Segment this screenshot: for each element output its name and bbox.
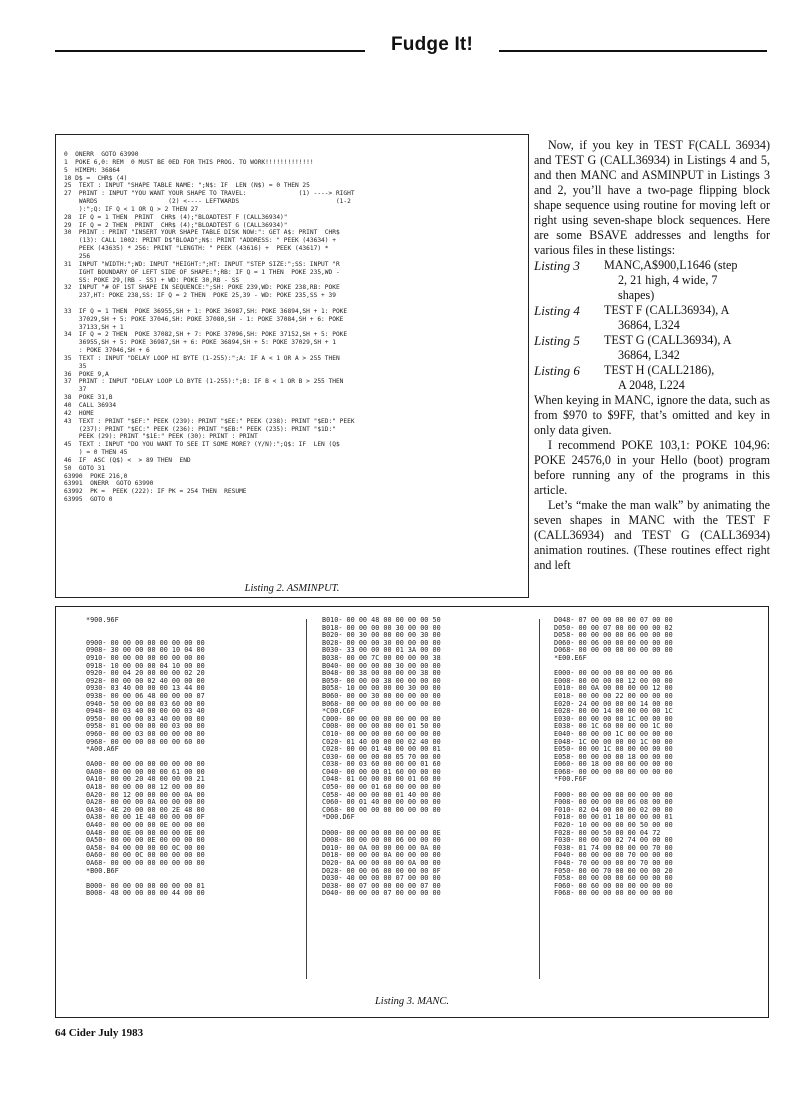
section-title: Fudge It! xyxy=(390,34,473,55)
listing-label: Listing 3 xyxy=(534,258,580,273)
listing-address-line: TEST F (CALL36934), A xyxy=(604,303,730,317)
listing-label: Listing 5 xyxy=(534,333,580,348)
article-paragraph-2: When keying in MANC, ignore the data, such as from $970 to $9FF, that’s omitted and key in only data given. xyxy=(534,393,770,437)
listing-address-line: 2, 21 high, 4 wide, 7 xyxy=(618,273,718,287)
page-footer xyxy=(55,1027,143,1039)
listing-address-line: 36864, L342 xyxy=(618,348,680,362)
page-number: 64 xyxy=(55,1027,66,1039)
issue-date: July 1983 xyxy=(98,1027,144,1039)
article-paragraph-4: Let’s “make the man walk” by animating the seven shapes in MANC with the TEST F (CALL36934) and TEST G (CALL36934) animation routines. (These routines effect right and left xyxy=(534,498,770,572)
listing-3-column-1: *900.96F 0900- 00 00 00 00 00 00 00 00 0908- 30 00 00 00 00 10 04 00 0910- 00 00 00 00 00 00 00 00 0918- 10 00 00 00 04 10 00 00 0920- 00 04 20 00 00 00 02 20 0928- 00 00 00 02 40 00 00 00 0930- 03 40 00 00 00 13 44 00 0938- 00 00 06 48 00 00 00 07 0940- 50 00 00 00 03 60 00 00 0948- 00 03 40 00 00 00 03 40 0950- 00 00 00 03 40 00 00 00 0958- 01 00 00 00 00 03 00 00 0960- 00 00 03 00 00 00 00 00 0968- 00 00 00 00 00 00 60 00 *A00.A6F 0A00- 00 00 00 00 00 00 00 00 0A08- 00 00 00 00 00 61 00 00 0A10- 00 00 20 40 00 00 00 21 0A18- 00 00 00 00 12 00 00 00 0A20- 00 12 00 00 00 00 0A 00 0A28- 00 00 00 0A 00 00 00 00 0A30- 4E 20 00 00 00 2E 48 00 0A38- 00 00 1E 40 00 00 00 0F 0A40- 00 00 00 00 0E 00 00 00 0A48- 00 0E 00 00 00 00 0E 00 0A50- 00 00 00 0E 00 00 00 00 0A58- 04 00 00 00 00 0C 00 00 0A60- 00 00 0C 00 00 00 00 00 0A68- 00 00 00 00 00 00 00 00 *B00.B6F B000- 00 00 00 00 00 00 00 01 B008- 48 00 00 00 00 44 00 00 xyxy=(86,617,205,898)
listing-3-column-2: B010- 00 00 48 00 00 00 00 50 B018- 00 00 00 00 30 00 00 00 B020- 00 30 00 00 00 00 30 00 B028- 00 00 00 30 00 00 00 00 B030- 33 00 00 00 01 3A 00 00 B038- 00 00 7C 00 00 00 00 38 B040- 00 00 00 00 30 00 00 00 B048- 00 38 00 00 00 00 38 00 B050- 00 00 00 38 00 00 00 00 B058- 10 00 00 00 00 30 00 00 B060- 00 00 30 00 00 00 00 00 B068- 00 00 00 00 00 00 00 00 *C00.C6F C000- 00 00 00 00 00 00 00 00 C008- 00 00 00 00 00 01 50 00 C010- 00 00 00 00 60 00 00 00 C020- 01 40 00 00 00 02 40 00 C028- 00 00 01 40 00 00 00 01 C030- 60 00 00 00 05 70 00 00 C038- 00 03 60 00 00 00 01 60 C040- 00 00 00 01 60 00 00 00 C048- 01 60 00 00 00 01 60 00 C050- 00 00 01 60 00 00 00 00 C058- 40 00 00 00 01 40 00 00 C060- 00 01 40 00 00 00 00 00 C068- 00 00 00 00 00 00 00 00 *D00.D6F D000- 00 00 00 00 00 00 00 0E D008- 00 00 00 00 06 00 00 00 D010- 00 0A 00 00 00 00 0A 00 D018- 00 00 00 0A 00 00 00 00 D020- 0A 00 00 00 00 0A 00 00 D028- 00 00 06 00 00 00 00 0F D030- 40 00 00 00 07 00 00 00 D038- 00 07 00 00 00 00 07 00 D040- 00 00 00 07 00 00 00 00 xyxy=(322,617,441,898)
listing-address-row xyxy=(534,303,770,333)
listing-address-row xyxy=(534,333,770,363)
listing-label: Listing 4 xyxy=(534,303,580,318)
listing-address-line: TEST H (CALL2186), xyxy=(604,363,715,377)
header-rule-right xyxy=(499,50,767,52)
listing-address-line: A 2048, L224 xyxy=(618,378,685,392)
listing-address-line: TEST G (CALL36934), A xyxy=(604,333,732,347)
column-divider xyxy=(539,619,540,979)
listing-2-caption: Listing 2. ASMINPUT. xyxy=(244,583,340,594)
article-paragraph-1: Now, if you key in TEST F(CALL 36934) and TEST G (CALL36934) in Listings 4 and 5, and then MANC and ASMINPUT in Listings 3 and 2, you’ll have a two-page flipping block shape sequence using routine for moving left or right using seven-shape block sequences. Here are some BSAVE addresses and lengths for various files in these listings: xyxy=(534,138,770,257)
listing-label: Listing 6 xyxy=(534,363,580,378)
listing-2-code: 0 ONERR GOTO 63990 1 POKE 6,0: REM 0 MUST BE 0ED FOR THIS PROG. TO WORK!!!!!!!!!!!!! 5 HIMEM: 36864 10 D$ = CHR$ (4) 25 TEXT : INPUT "SHAPE TABLE NAME: ";N$: IF LEN (N$) = 0 THEN 25 27 PRINT : INPUT "YOU WANT YOUR SHAPE TO TRAVEL: (1) ----> RIGHT WARDS (2) <---- LEFTWARDS (1-2 ):";Q: IF Q < 1 OR Q > 2 THEN 27 28 IF Q = 1 THEN PRINT CHR$ (4);"BLOADTEST F (CALL36934)" 29 IF Q = 2 THEN PRINT CHR$ (4);"BLOADTEST G (CALL36934)" 30 PRINT : PRINT "INSERT YOUR SHAPE TABLE DISK NOW:": GET A$: PRINT CHR$ (13): CALL 1002: PRINT D$"BLOAD";N$: PRINT "ADDRESS: " PEEK (43634) + PEEK (43635) * 256: PRINT "LENGTH: " PEEK (43616) + PEEK (43617) * 256 31 INPUT "WIDTH:";WD: INPUT "HEIGHT:";HT: INPUT "STEP SIZE:";SS: INPUT "R IGHT BOUNDARY OF LEFT SIDE OF SHAPE:";RB: IF Q = 1 THEN POKE 235,WD - SS: POKE 29,(RB - SS) + WD: POKE 30,RB - SS 32 INPUT "# OF 1ST SHAPE IN SEQUENCE:";SH: POKE 239,WD: POKE 238,RB: POKE 237,HT: POKE 238,SS: IF Q = 2 THEN POKE 25,39 - WD: POKE 235,SS + 39 33 IF Q = 1 THEN POKE 36955,SH + 1: POKE 36987,SH: POKE 36894,SH + 1: POKE 37029,SH + 5: POKE 37046,SH: POKE 37080,SH - 1: POKE 37084,SH + 6: POKE 37133,SH + 1 34 IF Q = 2 THEN POKE 37082,SH + 7: POKE 37096,SH: POKE 37152,SH + 5: POKE 36955,SH + 5: POKE 36987,SH + 6: POKE 36894,SH + 5: POKE 37029,SH + 1 : POKE 37046,SH + 6 35 TEXT : INPUT "DELAY LOOP HI BYTE (1-255):";A: IF A < 1 OR A > 255 THEN 35 36 POKE 9,A 37 PRINT : INPUT "DELAY LOOP LO BYTE (1-255):";B: IF B < 1 OR B > 255 THEN 37 38 POKE 31,B 40 CALL 36934 42 HOME 43 TEXT : PRINT "$EF:" PEEK (239): PRINT "$EE:" PEEK (238): PRINT "$ED:" PEEK (237): PRINT "$EC:" PEEK (236): PRINT "$EB:" PEEK (235): PRINT "$1D:" PEEK (29): PRINT "$1E:" PEEK (30): PRINT : PRINT 45 TEXT : INPUT "DO YOU WANT TO SEE IT SOME MORE? (Y/N):";Q$: IF LEN (Q$ ) = 0 THEN 45 46 IF ASC (Q$) < > 89 THEN END 50 GOTO 31 63990 POKE 216,0 63991 ONERR GOTO 63990 63992 PK = PEEK (222): IF PK = 254 THEN RESUME 63995 GOTO 0 xyxy=(64,151,355,504)
page-header xyxy=(55,34,767,62)
listing-address-line: 36864, L324 xyxy=(618,318,680,332)
listing-3-column-3: D048- 07 00 00 00 00 07 00 00 D050- 00 00 07 00 00 00 00 02 D058- 00 00 00 00 06 00 00 00 D060- 00 06 00 00 00 00 00 00 D068- 00 00 00 00 00 00 00 00 *E00.E6F E000- 00 00 00 00 00 00 00 06 E008- 00 00 00 00 12 00 00 00 E010- 00 0A 00 00 00 00 12 00 E018- 00 00 00 22 00 00 00 00 E020- 24 00 00 00 00 14 00 00 E028- 00 00 14 00 00 00 00 1C E030- 00 00 00 00 1C 00 00 00 E038- 00 1C 60 00 00 00 1C 00 E040- 00 00 00 1C 00 00 00 00 E048- 1C 00 00 00 00 1C 00 00 E050- 00 00 1C 00 00 00 00 00 E058- 00 00 00 00 18 00 00 00 E060- 00 18 00 00 00 00 00 00 E068- 00 00 00 00 00 00 00 00 *F00.F6F F000- 00 00 00 00 00 00 00 00 F008- 00 00 00 00 06 08 00 00 F010- 02 04 00 00 00 02 00 00 F018- 00 00 01 10 00 00 00 01 F020- 10 00 00 00 00 50 00 00 F028- 00 00 50 00 00 04 72 F030- 00 00 00 02 74 00 00 00 F038- 01 74 00 00 00 00 70 00 F040- 00 00 00 00 70 00 00 00 F048- 70 00 00 00 00 70 00 00 F050- 00 00 70 00 00 00 00 20 F058- 00 00 00 00 60 00 00 00 F060- 00 60 00 00 00 00 00 00 F068- 00 00 00 00 00 00 00 00 xyxy=(554,617,673,898)
header-rule-left xyxy=(55,50,365,52)
listing-address-line: MANC,A$900,L1646 (step xyxy=(604,258,738,272)
listing-3-caption: Listing 3. MANC. xyxy=(374,996,450,1007)
article-paragraph-3: I recommend POKE 103,1: POKE 104,96: POKE 24576,0 in your Hello (boot) program before running any of the programs in this article. xyxy=(534,438,770,497)
magazine-name: Cider xyxy=(68,1027,96,1039)
column-divider xyxy=(306,619,307,979)
listing-address-row xyxy=(534,258,770,303)
listing-address-row xyxy=(534,363,770,393)
listing-address-line: shapes) xyxy=(618,288,655,302)
listing-3-box xyxy=(55,606,769,1018)
listing-2-box xyxy=(55,134,529,598)
listing-addresses xyxy=(534,258,770,393)
article-text xyxy=(534,138,770,573)
